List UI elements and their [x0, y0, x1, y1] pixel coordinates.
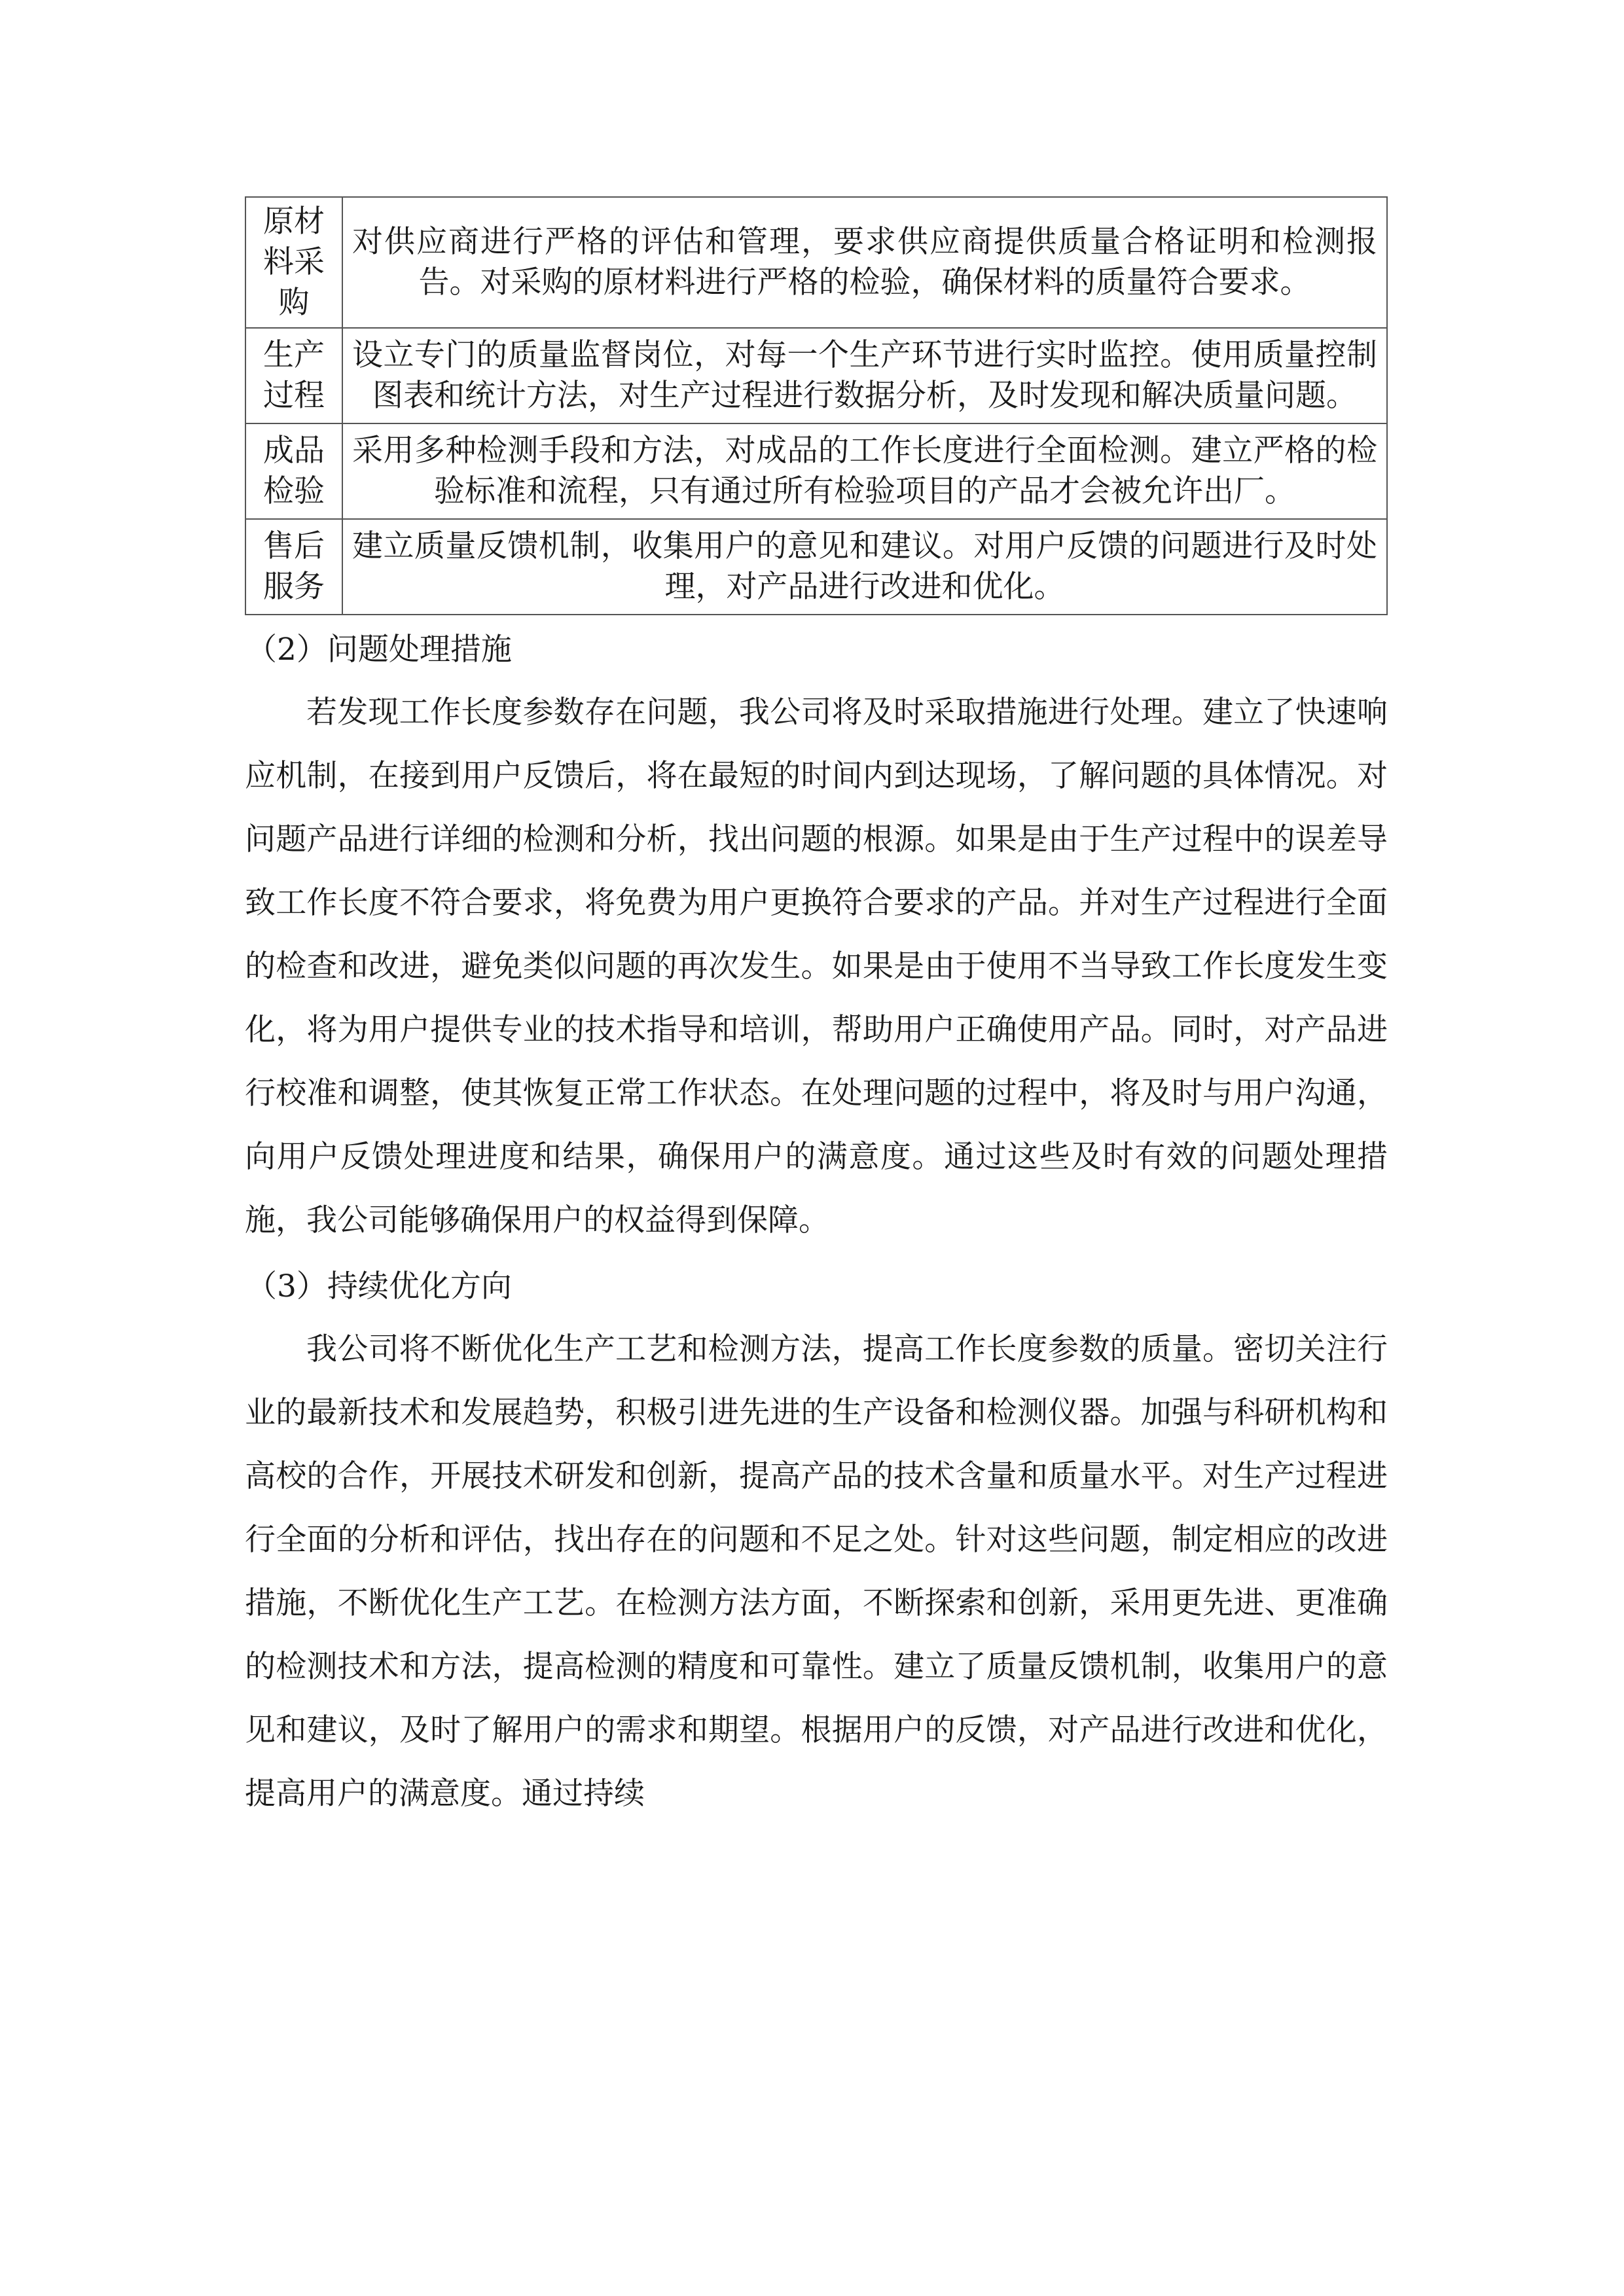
description-cell: 设立专门的质量监督岗位，对每一个生产环节进行实时监控。使用质量控制图表和统计方法，对生产过程进行数据分析，及时发现和解决质量问题。 [342, 328, 1387, 423]
description-cell: 对供应商进行严格的评估和管理，要求供应商提供质量合格证明和检测报告。对采购的原材料进行严格的检验，确保材料的质量符合要求。 [342, 197, 1387, 328]
stage-cell: 售后服务 [245, 519, 342, 615]
table-row [245, 423, 1387, 519]
description-cell: 采用多种检测手段和方法，对成品的工作长度进行全面检测。建立严格的检验标准和流程，只有通过所有检验项目的产品才会被允许出厂。 [342, 423, 1387, 519]
quality-measures-table [245, 196, 1388, 615]
table-row [245, 328, 1387, 423]
stage-cell: 成品检验 [245, 423, 342, 519]
stage-cell: 原材料采购 [245, 197, 342, 328]
paragraph-continuous-optimization: 我公司将不断优化生产工艺和检测方法，提高工作长度参数的质量。密切关注行业的最新技术和发展趋势，积极引进先进的生产设备和检测仪器。加强与科研机构和高校的合作，开展技术研发和创新，提高产品的技术含量和质量水平。对生产过程进行全面的分析和评估，找出存在的问题和不足之处。针对这些问题，制定相应的改进措施，不断优化生产工艺。在检测方法方面，不断探索和创新，采用更先进、更准确的检测技术和方法，提高检测的精度和可靠性。建立了质量反馈机制，收集用户的意见和建议，及时了解用户的需求和期望。根据用户的反馈，对产品进行改进和优化，提高用户的满意度。通过持续 [245, 1331, 1388, 1812]
table-row [245, 519, 1387, 615]
document-page [245, 196, 1388, 1825]
description-cell: 建立质量反馈机制，收集用户的意见和建议。对用户反馈的问题进行及时处理，对产品进行改进和优化。 [342, 519, 1387, 615]
table-row [245, 197, 1387, 328]
paragraph-problem-handling: 若发现工作长度参数存在问题，我公司将及时采取措施进行处理。建立了快速响应机制，在接到用户反馈后，将在最短的时间内到达现场，了解问题的具体情况。对问题产品进行详细的检测和分析，找出问题的根源。如果是由于生产过程中的误差导致工作长度不符合要求，将免费为用户更换符合要求的产品。并对生产过程进行全面的检查和改进，避免类似问题的再次发生。如果是由于使用不当导致工作长度发生变化，将为用户提供专业的技术指导和培训，帮助用户正确使用产品。同时，对产品进行校准和调整，使其恢复正常工作状态。在处理问题的过程中，将及时与用户沟通，向用户反馈处理进度和结果，确保用户的满意度。通过这些及时有效的问题处理措施，我公司能够确保用户的权益得到保障。 [245, 694, 1388, 1238]
stage-cell: 生产过程 [245, 328, 342, 423]
section-heading-problem-handling: （2）问题处理措施 [246, 632, 512, 668]
section-heading-continuous-optimization: （3）持续优化方向 [246, 1268, 512, 1304]
